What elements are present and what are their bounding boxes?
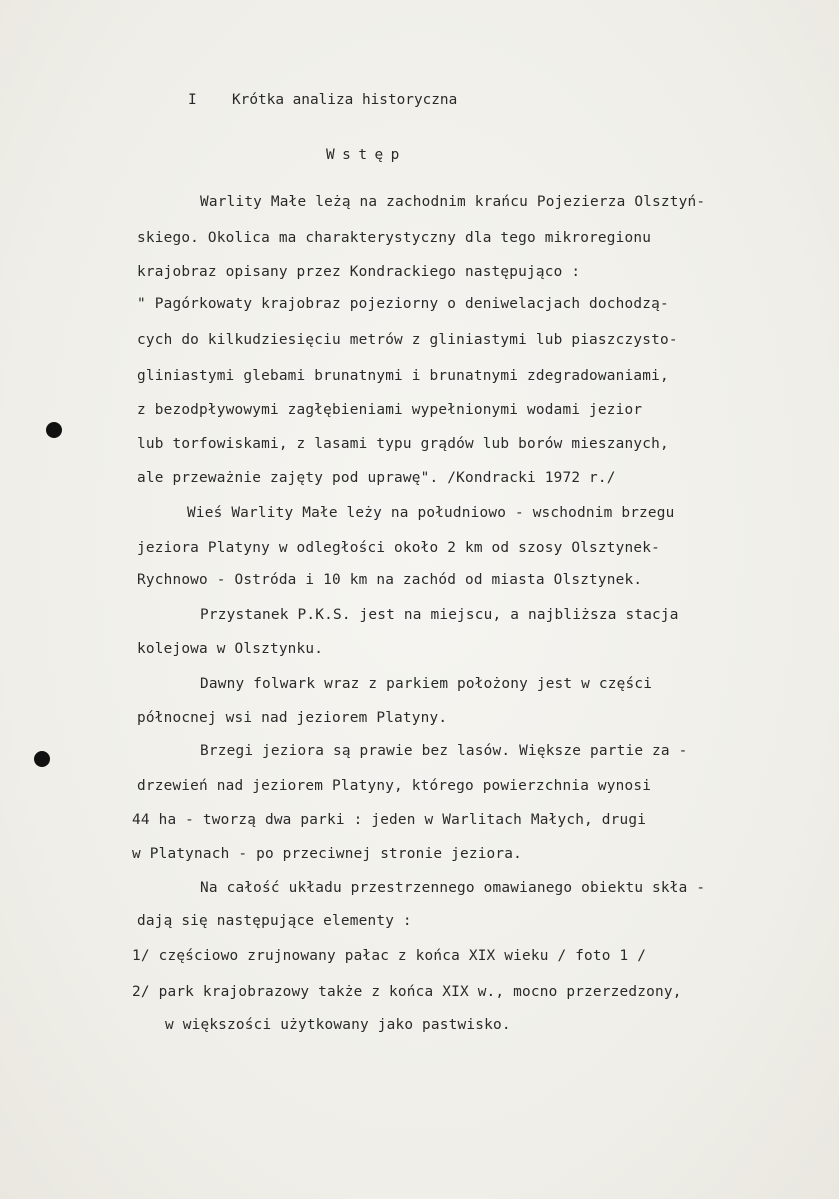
text-line: drzewień nad jeziorem Platyny, którego powierzchnia wynosi	[137, 778, 652, 794]
text-line: dają się następujące elementy :	[137, 913, 412, 929]
text-line: Przystanek P.K.S. jest na miejscu, a najbliższa stacja	[200, 607, 679, 623]
text-line: z bezodpływowymi zagłębieniami wypełnionymi wodami jezior	[137, 402, 643, 418]
text-line: kolejowa w Olsztynku.	[137, 641, 324, 657]
text-line: 44 ha - tworzą dwa parki : jeden w Warlitach Małych, drugi	[132, 812, 647, 828]
text-line: skiego. Okolica ma charakterystyczny dla tego mikroregionu	[137, 230, 652, 246]
chapter-title: Krótka analiza historyczna	[232, 92, 458, 108]
text-line: gliniastymi glebami brunatnymi i brunatnymi zdegradowaniami,	[137, 368, 669, 384]
text-line: Na całość układu przestrzennego omawianego obiektu skła -	[200, 880, 706, 896]
text-line: Wieś Warlity Małe leży na południowo - wschodnim brzegu	[187, 505, 675, 521]
text-line: jeziora Platyny w odległości około 2 km od szosy Olsztynek-	[137, 540, 660, 556]
text-line: północnej wsi nad jeziorem Platyny.	[137, 710, 448, 726]
text-line: Warlity Małe leżą na zachodnim krańcu Pojezierza Olsztyń-	[200, 194, 706, 210]
text-line: Brzegi jeziora są prawie bez lasów. Większe partie za -	[200, 743, 688, 759]
text-line: cych do kilkudziesięciu metrów z gliniastymi lub piaszczysto-	[137, 332, 678, 348]
punch-hole	[34, 751, 50, 767]
section-title: Wstęp	[326, 147, 407, 163]
text-line: Rychnowo - Ostróda i 10 km na zachód od miasta Olsztynek.	[137, 572, 643, 588]
text-line: lub torfowiskami, z lasami typu grądów lub borów mieszanych,	[137, 436, 669, 452]
text-line: w Platynach - po przeciwnej stronie jeziora.	[132, 846, 523, 862]
punch-hole	[46, 422, 62, 438]
text-line: Dawny folwark wraz z parkiem położony jest w części	[200, 676, 653, 692]
text-line: ale przeważnie zajęty pod uprawę". /Kondracki 1972 r./	[137, 470, 616, 486]
text-line: " Pagórkowaty krajobraz pojeziorny o deniwelacjach dochodzą-	[137, 296, 669, 312]
text-line: 2/ park krajobrazowy także z końca XIX w., mocno przerzedzony,	[132, 984, 682, 1000]
text-line: 1/ częściowo zrujnowany pałac z końca XIX wieku / foto 1 /	[132, 948, 647, 964]
chapter-number: I	[188, 92, 197, 108]
text-line: w większości użytkowany jako pastwisko.	[165, 1017, 511, 1033]
text-line: krajobraz opisany przez Kondrackiego następująco :	[137, 264, 581, 280]
